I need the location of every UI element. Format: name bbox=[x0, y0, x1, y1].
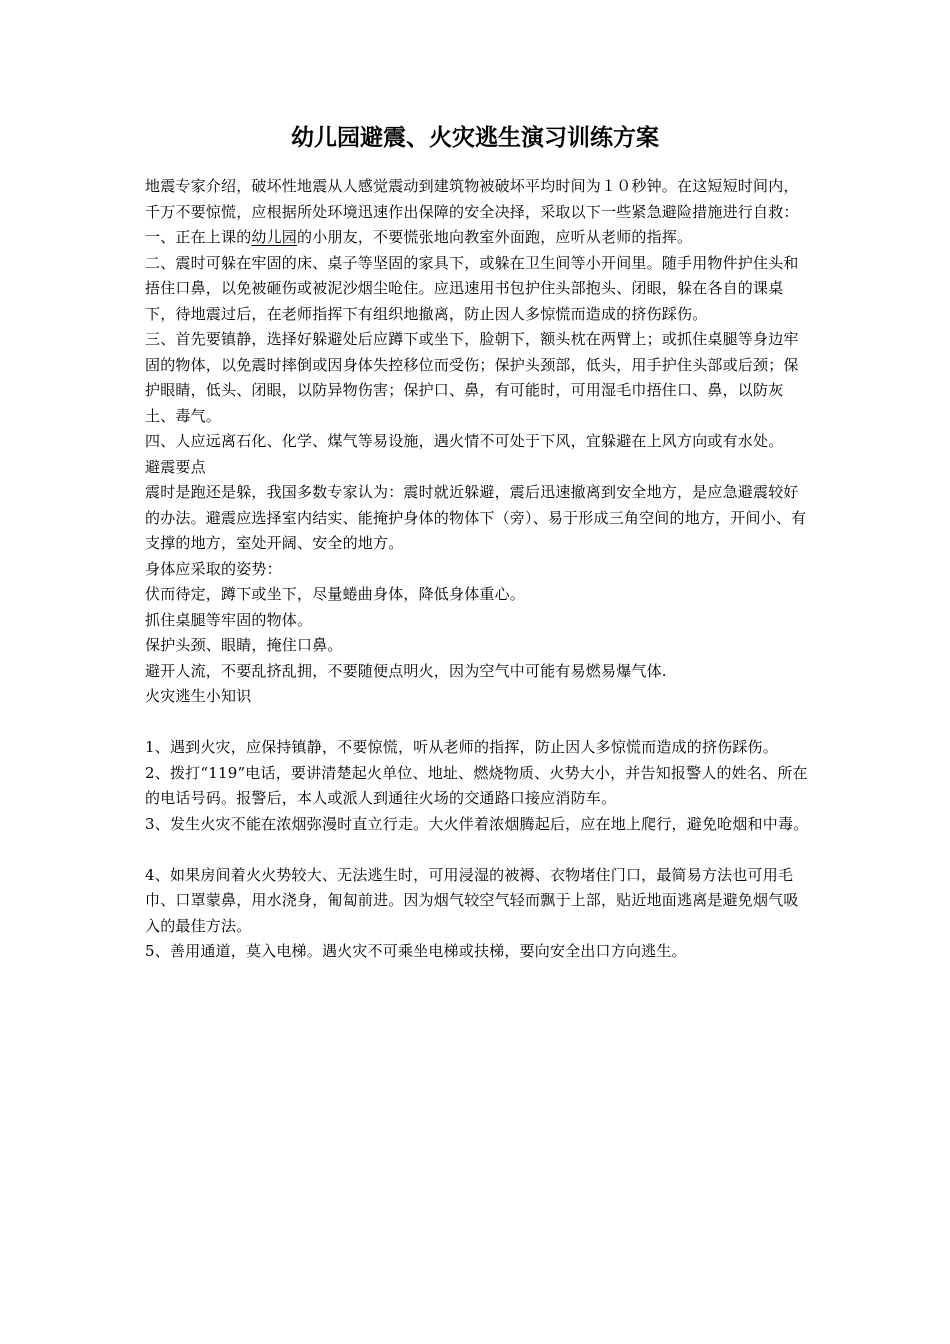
intro-paragraph: 地震专家介绍，破坏性地震从人感觉震动到建筑物被破坏平均时间为１０秒钟。在这短短时间内，千万不要惊慌，应根据所处环境迅速作出保障的安全决择，采取以下一些紧急避险措施进行自救： bbox=[145, 177, 799, 221]
document-body bbox=[145, 174, 810, 965]
posture-item-4: 避开人流，不要乱挤乱拥，不要随便点明火，因为空气中可能有易燃易爆气体. bbox=[145, 661, 667, 680]
blank-line bbox=[145, 710, 810, 736]
fire-item-2: 2、拨打“119”电话，要讲清楚起火单位、地址、燃烧物质、火势大小，并告知报警人的姓名、所在的电话号码。报警后，本人或派人到通往火场的交通路口接应消防车。 bbox=[145, 763, 808, 807]
posture-item-2: 抓住桌腿等牢固的物体。 bbox=[145, 610, 313, 629]
quake-item-1-text-before: 一、正在上课的 bbox=[145, 228, 252, 246]
quake-item-1 bbox=[145, 225, 810, 251]
posture-item-1: 伏而待定，蹲下或坐下，尽量蜷曲身体，降低身体重心。 bbox=[145, 585, 526, 603]
section-heading-quake-tips: 避震要点 bbox=[145, 457, 206, 476]
fire-item-1: 1、遇到火灾，应保持镇静，不要惊慌，听从老师的指挥，防止因人多惊慌而造成的挤伤踩伤。 bbox=[145, 738, 778, 756]
section-heading-fire-escape: 火灾逃生小知识 bbox=[145, 687, 252, 705]
quake-item-3: 三、首先要镇静，选择好躲避处后应蹲下或坐下，脸朝下，额头枕在两臂上；或抓住桌腿等身边牢固的物体，以免震时摔倒或因身体失控移位而受伤；保护头颈部，低头，用手护住头部或后颈；保护眼睛，低头、闭眼，以防异物伤害；保护口、鼻，有可能时，可用湿毛巾捂住口、鼻，以防灰土、毒气。 bbox=[145, 330, 799, 425]
document-title: 幼儿园避震、火灾逃生演习训练方案 bbox=[291, 125, 659, 151]
fire-item-3: 3、发生火灾不能在浓烟弥漫时直立行走。大火伴着浓烟腾起后，应在地上爬行，避免呛烟和中毒。 bbox=[145, 814, 809, 833]
quake-item-2: 二、震时可躲在牢固的床、桌子等坚固的家具下，或躲在卫生间等小开间里。随手用物件护住头和捂住口鼻，以免被砸伤或被泥沙烟尘呛住。应迅速用书包护住头部抱头、闭眼，躲在各自的课桌下，待地震过后，在老师指挥下有组织地撤离，防止因人多惊慌而造成的挤伤踩伤。 bbox=[145, 253, 799, 323]
fire-item-5: 5、善用通道，莫入电梯。遇火灾不可乘坐电梯或扶梯，要向安全出口方向逃生。 bbox=[145, 942, 687, 960]
blank-line bbox=[145, 837, 810, 863]
kindergarten-link[interactable]: 幼儿园 bbox=[251, 228, 298, 246]
quake-tips-paragraph: 震时是跑还是躲，我国多数专家认为：震时就近躲避，震后迅速撤离到安全地方，是应急避震较好的办法。避震应选择室内结实、能掩护身体的物体下（旁）、易于形成三角空间的地方，开间小、有支撑的地方，室处开阔、安全的地方。 bbox=[145, 483, 807, 552]
posture-heading: 身体应采取的姿势： bbox=[145, 559, 282, 578]
posture-item-3: 保护头颈、眼睛，掩住口鼻。 bbox=[145, 636, 343, 654]
quake-item-4: 四、人应远离石化、化学、煤气等易设施，遇火情不可处于下风，宜躲避在上风方向或有水处。 bbox=[145, 432, 784, 450]
fire-item-4: 4、如果房间着火火势较大、无法逃生时，可用浸湿的被褥、衣物堵住门口，最简易方法也可用毛巾、口罩蒙鼻，用水浇身，匍匐前进。因为烟气较空气轻而飘于上部，贴近地面逃离是避免烟气吸入的最佳方法。 bbox=[145, 865, 799, 935]
quake-item-1-text-after: 的小朋友，不要慌张地向教室外面跑，应听从老师的指挥。 bbox=[297, 228, 693, 246]
